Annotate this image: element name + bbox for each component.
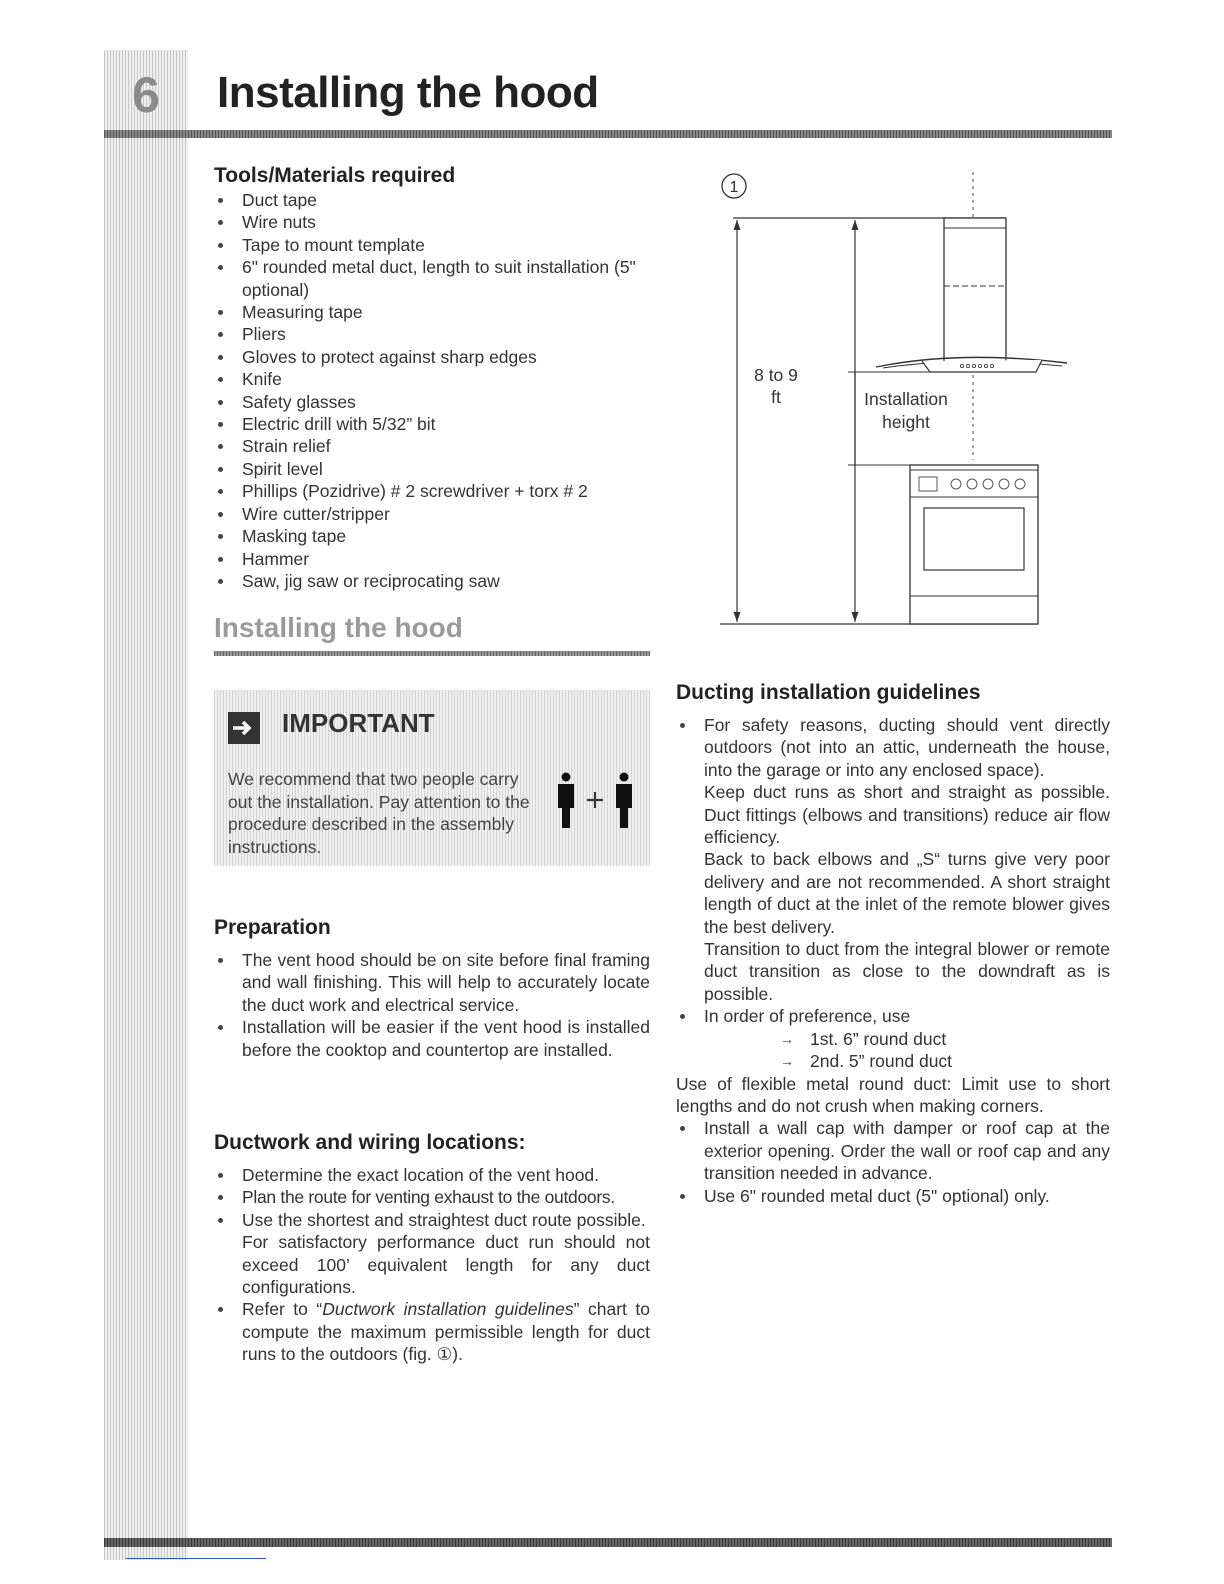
corner-line bbox=[126, 1558, 266, 1559]
guideline-paragraph: Keep duct runs as short and straight as possible. Duct fittings (elbows and transitions) reduce air flow efficiency. bbox=[704, 782, 1110, 848]
ductwork-list bbox=[214, 1164, 650, 1366]
title-rule bbox=[104, 130, 1112, 138]
list-item: Duct tape bbox=[214, 189, 650, 211]
ductwork-heading: Ductwork and wiring locations: bbox=[214, 1131, 526, 1154]
list-item: 6" rounded metal duct, length to suit installation (5" optional) bbox=[214, 256, 650, 301]
list-item: Gloves to protect against sharp edges bbox=[214, 346, 650, 368]
list-item: Pliers bbox=[214, 323, 650, 345]
list-item: Spirit level bbox=[214, 458, 650, 480]
list-item bbox=[214, 1209, 650, 1299]
preparation-section bbox=[214, 915, 650, 1061]
list-item: Tape to mount template bbox=[214, 234, 650, 256]
item-text-end: ” chart to compute the maximum permissible length for duct runs to the outdoors (fig. ①). bbox=[242, 1299, 650, 1365]
ductwork-section bbox=[214, 1130, 650, 1366]
list-item: The vent hood should be on site before final framing and wall finishing. This will help to accurately locate the duct work and electrical service. bbox=[214, 949, 650, 1016]
list-item: In order of preference, use bbox=[676, 1005, 1110, 1027]
installation-figure bbox=[700, 160, 1080, 645]
side-strip bbox=[104, 50, 188, 1560]
flex-duct-note: Use of flexible metal round duct: Limit use to short lengths and do not crush when making corners. bbox=[676, 1073, 1110, 1116]
chapter-number: 6 bbox=[132, 67, 160, 123]
bottom-rule bbox=[104, 1538, 1112, 1547]
item-text: Use the shortest and straightest duct route possible. bbox=[242, 1209, 646, 1230]
list-item: Saw, jig saw or reciprocating saw bbox=[214, 570, 650, 592]
total-height-unit: ft bbox=[771, 387, 781, 407]
guideline-paragraph: Transition to duct from the integral blower or remote duct transition as close to the downdraft as is possible. bbox=[704, 939, 1110, 1004]
important-text: We recommend that two people carry out the installation. Pay attention to the procedure described in the assembly instructions. bbox=[228, 769, 530, 857]
preparation-list bbox=[214, 949, 650, 1061]
guidelines-reference: Ductwork installation guidelines bbox=[322, 1299, 574, 1320]
guidelines-list bbox=[676, 714, 1110, 1028]
important-label: IMPORTANT bbox=[282, 708, 435, 738]
preparation-heading: Preparation bbox=[214, 916, 331, 939]
guidelines-list-2 bbox=[676, 1117, 1110, 1207]
list-item: Wire cutter/stripper bbox=[214, 503, 650, 525]
list-item: Determine the exact location of the vent hood. bbox=[214, 1164, 650, 1186]
list-item: Hammer bbox=[214, 548, 650, 570]
list-item: Wire nuts bbox=[214, 211, 650, 233]
guideline-paragraph: Back to back elbows and „S“ turns give very poor delivery and are not recommended. A short straight length of duct at the inlet of the remote blower gives the best delivery. bbox=[704, 849, 1110, 937]
subsection-rule bbox=[214, 651, 650, 656]
figure-number-mark: 1 bbox=[729, 179, 739, 196]
two-people-icon bbox=[554, 772, 636, 833]
list-item bbox=[214, 1298, 650, 1365]
item-note: For satisfactory performance duct run should not exceed 100’ equivalent length for any duct configurations. bbox=[242, 1232, 650, 1298]
tools-list bbox=[214, 189, 650, 592]
tools-section bbox=[214, 163, 650, 592]
list-item: Measuring tape bbox=[214, 301, 650, 323]
tools-heading: Tools/Materials required bbox=[214, 164, 456, 187]
installation-height-label-2: height bbox=[882, 412, 930, 432]
installation-height-label: Installation bbox=[864, 389, 948, 409]
arrow-right-icon bbox=[228, 712, 260, 744]
preference-item: → 2nd. 5” round duct bbox=[780, 1050, 1110, 1072]
subsection-title: Installing the hood bbox=[214, 612, 463, 643]
guidelines-heading: Ducting installation guidelines bbox=[676, 681, 981, 704]
preference-item: → 1st. 6” round duct bbox=[780, 1028, 1110, 1050]
list-item: Safety glasses bbox=[214, 391, 650, 413]
guidelines-section bbox=[676, 680, 1110, 1207]
list-item: Plan the route for venting exhaust to the outdoors. bbox=[214, 1186, 650, 1208]
important-box bbox=[214, 690, 650, 866]
list-item: Use 6" rounded metal duct (5" optional) only. bbox=[676, 1185, 1110, 1207]
item-text-start: Refer to “ bbox=[242, 1299, 323, 1320]
total-height-label: 8 to 9 bbox=[754, 365, 798, 385]
list-item: Install a wall cap with damper or roof cap at the exterior opening. Order the wall or roof cap and any transition needed in advance. bbox=[676, 1117, 1110, 1184]
guideline-paragraph: For safety reasons, ducting should vent directly outdoors (not into an attic, underneath the house, into the garage or into any enclosed space). bbox=[704, 715, 1110, 780]
list-item: Strain relief bbox=[214, 435, 650, 457]
list-item: Electric drill with 5/32” bit bbox=[214, 413, 650, 435]
list-item: Installation will be easier if the vent hood is installed before the cooktop and countertop are installed. bbox=[214, 1016, 650, 1061]
list-item: Knife bbox=[214, 368, 650, 390]
preference-list bbox=[676, 1028, 1110, 1073]
list-item: Phillips (Pozidrive) # 2 screwdriver + torx # 2 bbox=[214, 480, 650, 502]
page-title: Installing the hood bbox=[217, 68, 599, 117]
list-item bbox=[676, 714, 1110, 1005]
list-item: Masking tape bbox=[214, 525, 650, 547]
